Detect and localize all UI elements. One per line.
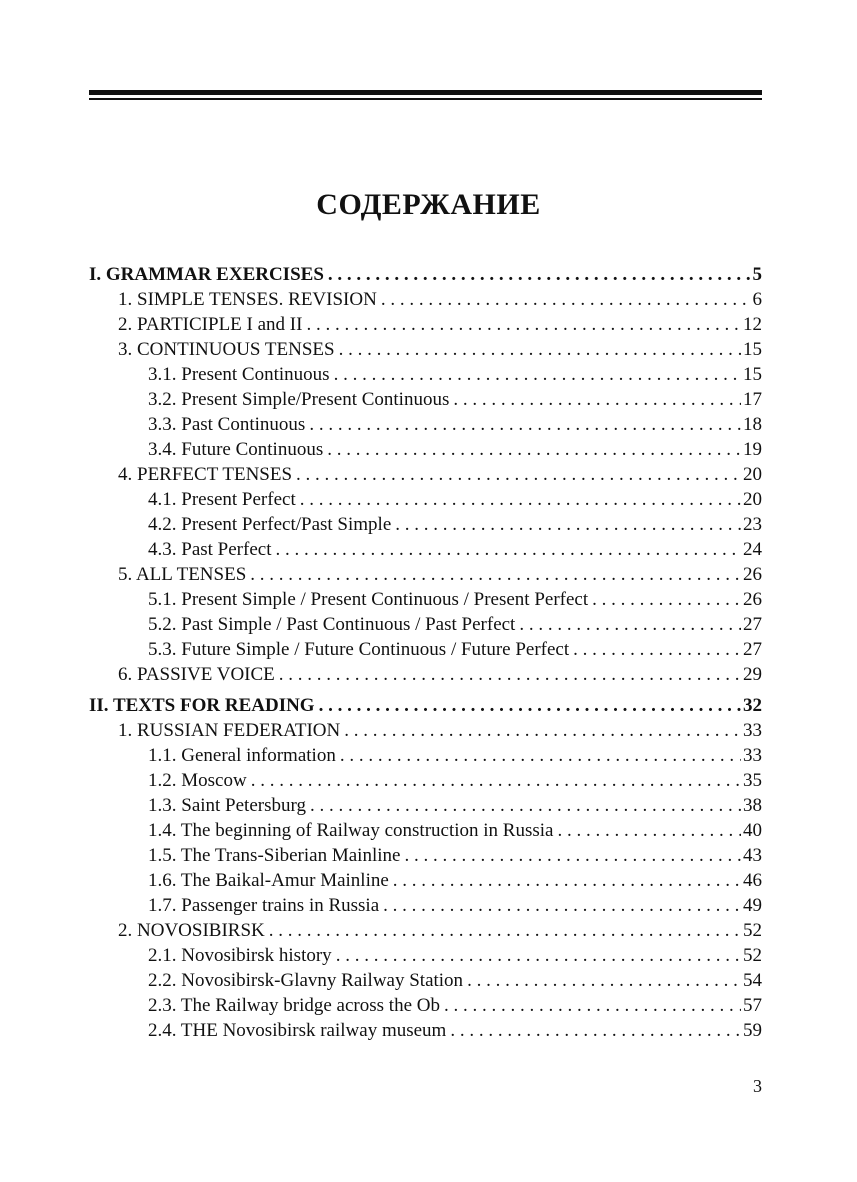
toc-entry-label: 5.2. Past Simple / Past Continuous / Past Perfect [148, 614, 516, 635]
toc-entry-page: 32 [743, 695, 762, 716]
toc-dot-leader [450, 1018, 741, 1043]
toc-chapter[interactable] [89, 718, 762, 743]
toc-entry-page: 54 [743, 970, 762, 991]
toc-dot-leader [383, 893, 741, 918]
toc-entry-label: 1. SIMPLE TENSES. REVISION [118, 289, 377, 310]
toc-chapter[interactable] [89, 918, 762, 943]
toc-subchapter[interactable] [89, 637, 762, 662]
toc-dot-leader [404, 843, 741, 868]
toc-dot-leader [444, 993, 741, 1018]
toc-entry-label: 1.5. The Trans-Siberian Mainline [148, 845, 401, 866]
toc-dot-leader [327, 437, 741, 462]
toc-subchapter[interactable] [89, 512, 762, 537]
toc-entry-page: 18 [743, 414, 762, 435]
toc-entry-page: 15 [743, 364, 762, 385]
toc-entry-label: 2. NOVOSIBIRSK [118, 920, 265, 941]
toc-entry-page: 5 [752, 264, 762, 285]
toc-dot-leader [275, 537, 741, 562]
toc-dot-leader [251, 768, 741, 793]
toc-entry-page: 20 [743, 489, 762, 510]
toc-dot-leader [319, 693, 741, 718]
toc-entry-page: 26 [743, 564, 762, 585]
toc-entry-page: 29 [743, 664, 762, 685]
toc-subchapter[interactable] [89, 868, 762, 893]
toc-chapter[interactable] [89, 312, 762, 337]
toc-dot-leader [306, 312, 741, 337]
toc-section[interactable] [89, 262, 762, 287]
toc-subchapter[interactable] [89, 843, 762, 868]
toc-dot-leader [328, 262, 751, 287]
toc-subchapter[interactable] [89, 793, 762, 818]
toc-entry-label: 5.3. Future Simple / Future Continuous / Future Perfect [148, 639, 570, 660]
toc-subchapter[interactable] [89, 993, 762, 1018]
toc-subchapter[interactable] [89, 768, 762, 793]
toc-entry-page: 46 [743, 870, 762, 891]
toc-entry-label: 6. PASSIVE VOICE [118, 664, 275, 685]
toc-entry-label: I. GRAMMAR EXERCISES [89, 264, 324, 285]
toc-subchapter[interactable] [89, 1018, 762, 1043]
toc-dot-leader [344, 718, 741, 743]
toc-entry-page: 20 [743, 464, 762, 485]
toc-dot-leader [467, 968, 741, 993]
toc-entry-label: 3.3. Past Continuous [148, 414, 306, 435]
toc-chapter[interactable] [89, 562, 762, 587]
toc-entry-label: 4.1. Present Perfect [148, 489, 296, 510]
toc-dot-leader [309, 412, 741, 437]
toc-entry-label: 1.6. The Baikal-Amur Mainline [148, 870, 389, 891]
toc-subchapter[interactable] [89, 412, 762, 437]
toc-entry-label: 5. ALL TENSES [118, 564, 247, 585]
toc-entry-label: 4. PERFECT TENSES [118, 464, 293, 485]
toc-entry-page: 27 [743, 614, 762, 635]
toc-entry-page: 17 [743, 389, 762, 410]
toc-entry-page: 15 [743, 339, 762, 360]
toc-subchapter[interactable] [89, 437, 762, 462]
toc-entry-label: 1.1. General information [148, 745, 336, 766]
toc-section[interactable] [89, 693, 762, 718]
toc-dot-leader [296, 462, 741, 487]
toc-subchapter[interactable] [89, 487, 762, 512]
toc-entry-label: II. TEXTS FOR READING [89, 695, 315, 716]
toc-dot-leader [340, 743, 741, 768]
toc-dot-leader [310, 793, 741, 818]
table-of-contents [89, 262, 762, 1043]
toc-entry-page: 26 [743, 589, 762, 610]
toc-entry-label: 2.4. THE Novosibirsk railway museum [148, 1020, 447, 1041]
toc-dot-leader [395, 512, 741, 537]
toc-dot-leader [269, 918, 741, 943]
toc-entry-label: 1.3. Saint Petersburg [148, 795, 306, 816]
toc-subchapter[interactable] [89, 968, 762, 993]
toc-dot-leader [339, 337, 741, 362]
toc-subchapter[interactable] [89, 743, 762, 768]
toc-entry-label: 1.2. Moscow [148, 770, 247, 791]
toc-entry-page: 19 [743, 439, 762, 460]
toc-entry-page: 49 [743, 895, 762, 916]
toc-dot-leader [334, 362, 741, 387]
header-rule-thin [89, 98, 762, 100]
toc-dot-leader [519, 612, 741, 637]
toc-entry-page: 35 [743, 770, 762, 791]
toc-entry-label: 2.2. Novosibirsk-Glavny Railway Station [148, 970, 464, 991]
toc-subchapter[interactable] [89, 387, 762, 412]
toc-entry-label: 2. PARTICIPLE I and II [118, 314, 303, 335]
toc-dot-leader [592, 587, 741, 612]
toc-dot-leader [279, 662, 741, 687]
toc-entry-label: 3.1. Present Continuous [148, 364, 330, 385]
toc-entry-label: 4.3. Past Perfect [148, 539, 272, 560]
toc-chapter[interactable] [89, 337, 762, 362]
toc-dot-leader [453, 387, 741, 412]
toc-entry-page: 23 [743, 514, 762, 535]
toc-entry-page: 38 [743, 795, 762, 816]
toc-entry-label: 3. CONTINUOUS TENSES [118, 339, 335, 360]
page-title: СОДЕРЖАНИЕ [316, 188, 541, 221]
toc-dot-leader [381, 287, 751, 312]
toc-subchapter[interactable] [89, 893, 762, 918]
toc-entry-page: 59 [743, 1020, 762, 1041]
toc-subchapter[interactable] [89, 587, 762, 612]
toc-entry-page: 27 [743, 639, 762, 660]
toc-subchapter[interactable] [89, 537, 762, 562]
toc-entry-label: 2.1. Novosibirsk history [148, 945, 332, 966]
toc-dot-leader [557, 818, 741, 843]
toc-entry-page: 43 [743, 845, 762, 866]
toc-entry-label: 1. RUSSIAN FEDERATION [118, 720, 341, 741]
toc-entry-page: 57 [743, 995, 762, 1016]
toc-chapter[interactable] [89, 287, 762, 312]
toc-dot-leader [250, 562, 741, 587]
toc-entry-label: 1.7. Passenger trains in Russia [148, 895, 380, 916]
toc-chapter[interactable] [89, 462, 762, 487]
toc-subchapter[interactable] [89, 943, 762, 968]
header-rule-thick [89, 90, 762, 95]
toc-entry-label: 3.2. Present Simple/Present Continuous [148, 389, 450, 410]
toc-entry-label: 2.3. The Railway bridge across the Ob [148, 995, 440, 1016]
toc-subchapter[interactable] [89, 362, 762, 387]
toc-entry-page: 33 [743, 745, 762, 766]
toc-dot-leader [573, 637, 741, 662]
toc-subchapter[interactable] [89, 818, 762, 843]
toc-entry-page: 52 [743, 945, 762, 966]
toc-entry-page: 6 [752, 289, 762, 310]
toc-entry-page: 40 [743, 820, 762, 841]
toc-subchapter[interactable] [89, 612, 762, 637]
toc-entry-page: 12 [743, 314, 762, 335]
toc-dot-leader [300, 487, 741, 512]
toc-entry-label: 4.2. Present Perfect/Past Simple [148, 514, 392, 535]
toc-dot-leader [393, 868, 741, 893]
toc-entry-page: 33 [743, 720, 762, 741]
toc-chapter[interactable] [89, 662, 762, 687]
toc-entry-label: 5.1. Present Simple / Present Continuous / Present Perfect [148, 589, 589, 610]
toc-dot-leader [336, 943, 741, 968]
toc-entry-label: 1.4. The beginning of Railway construction in Russia [148, 820, 554, 841]
page-number: 3 [753, 1076, 762, 1096]
toc-entry-label: 3.4. Future Continuous [148, 439, 324, 460]
toc-entry-page: 52 [743, 920, 762, 941]
toc-entry-page: 24 [743, 539, 762, 560]
